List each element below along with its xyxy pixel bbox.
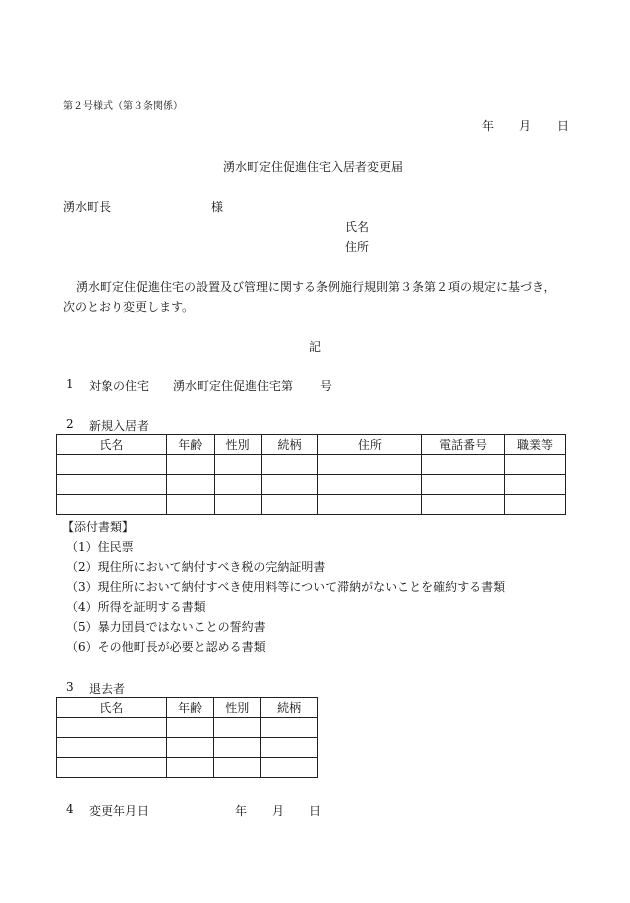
column-header: 年齢 — [166, 698, 214, 718]
column-header: 住所 — [318, 435, 422, 455]
date-month-label: 月 — [519, 119, 532, 133]
section-2-number: 2 — [66, 417, 74, 431]
table-row — [57, 495, 566, 515]
attachment-item: （3）現住所において納付すべき使用料等について滞納がないことを確約する書類 — [66, 580, 506, 594]
table-cell — [166, 718, 214, 738]
attachment-item: （5）暴力団員ではないことの誓約書 — [66, 620, 266, 634]
table-cell — [261, 475, 318, 495]
section-1-value-prefix: 湧水町定住促進住宅第 — [173, 379, 294, 393]
table-cell — [318, 495, 422, 515]
section-4-day-label: 日 — [309, 804, 322, 818]
table-cell — [57, 758, 167, 778]
table-cell — [57, 738, 167, 758]
section-4-month-label: 月 — [272, 804, 285, 818]
addressee-name: 湧水町長 — [63, 200, 112, 214]
table-cell — [166, 495, 214, 515]
table-cell — [214, 718, 261, 738]
section-1-number: 1 — [66, 377, 74, 391]
attachment-item: （2）現住所において納付すべき税の完納証明書 — [66, 560, 326, 574]
column-header: 氏名 — [57, 698, 167, 718]
date-day-label: 日 — [557, 119, 570, 133]
body-text-line-2: 次のとおり変更します。 — [63, 300, 195, 314]
table-cell — [261, 738, 318, 758]
table-row — [57, 718, 318, 738]
table-cell — [57, 718, 167, 738]
form-number: 第２号様式（第３条関係） — [63, 101, 183, 112]
table-row — [57, 758, 318, 778]
table-cell — [505, 495, 566, 515]
table-cell — [505, 455, 566, 475]
table-cell — [422, 475, 505, 495]
addressee-honorific: 様 — [211, 200, 224, 214]
table-cell — [261, 495, 318, 515]
table-row — [57, 475, 566, 495]
column-header: 氏名 — [57, 435, 167, 455]
table-cell — [214, 455, 261, 475]
section-4-label: 変更年月日 — [89, 804, 150, 818]
section-1-label: 対象の住宅 — [89, 379, 150, 393]
table-header-row — [57, 698, 318, 718]
table-cell — [214, 475, 261, 495]
table-cell — [214, 495, 261, 515]
table-cell — [57, 475, 167, 495]
attachments-heading: 【添付書類】 — [62, 520, 135, 534]
attachment-item: （6）その他町長が必要と認める書類 — [66, 640, 266, 654]
table-cell — [422, 455, 505, 475]
table-cell — [166, 738, 214, 758]
table-cell — [261, 718, 318, 738]
date-year-label: 年 — [482, 119, 495, 133]
body-text-line-1: 湧水町定住促進住宅の設置及び管理に関する条例施行規則第３条第２項の規定に基づき， — [76, 280, 556, 294]
table-cell — [318, 475, 422, 495]
column-header: 性別 — [214, 698, 261, 718]
section-3-label: 退去者 — [89, 682, 126, 696]
new-residents-table — [56, 434, 566, 515]
column-header: 年齢 — [166, 435, 214, 455]
column-header: 職業等 — [505, 435, 566, 455]
table-cell — [318, 455, 422, 475]
applicant-name-label: 氏名 — [345, 220, 370, 234]
section-2-label: 新規入居者 — [89, 419, 150, 433]
table-cell — [422, 495, 505, 515]
applicant-address-label: 住所 — [345, 240, 370, 254]
table-row — [57, 738, 318, 758]
column-header: 続柄 — [261, 435, 318, 455]
table-cell — [57, 495, 167, 515]
section-1-value-suffix: 号 — [320, 379, 333, 393]
table-header-row — [57, 435, 566, 455]
table-cell — [57, 455, 167, 475]
table-cell — [261, 758, 318, 778]
attachment-item: （1）住民票 — [66, 540, 134, 554]
attachment-item: （4）所得を証明する書類 — [66, 600, 206, 614]
table-cell — [261, 455, 318, 475]
ki-label: 記 — [309, 340, 322, 354]
table-cell — [214, 738, 261, 758]
departed-residents-table — [56, 697, 318, 778]
table-cell — [166, 758, 214, 778]
column-header: 電話番号 — [422, 435, 505, 455]
section-3-number: 3 — [66, 680, 74, 694]
table-cell — [505, 475, 566, 495]
column-header: 性別 — [214, 435, 261, 455]
table-cell — [214, 758, 261, 778]
table-cell — [166, 455, 214, 475]
section-4-year-label: 年 — [235, 804, 248, 818]
section-4-number: 4 — [66, 802, 74, 816]
table-row — [57, 455, 566, 475]
document-title: 湧水町定住促進住宅入居者変更届 — [223, 160, 404, 174]
column-header: 続柄 — [261, 698, 318, 718]
table-cell — [166, 475, 214, 495]
